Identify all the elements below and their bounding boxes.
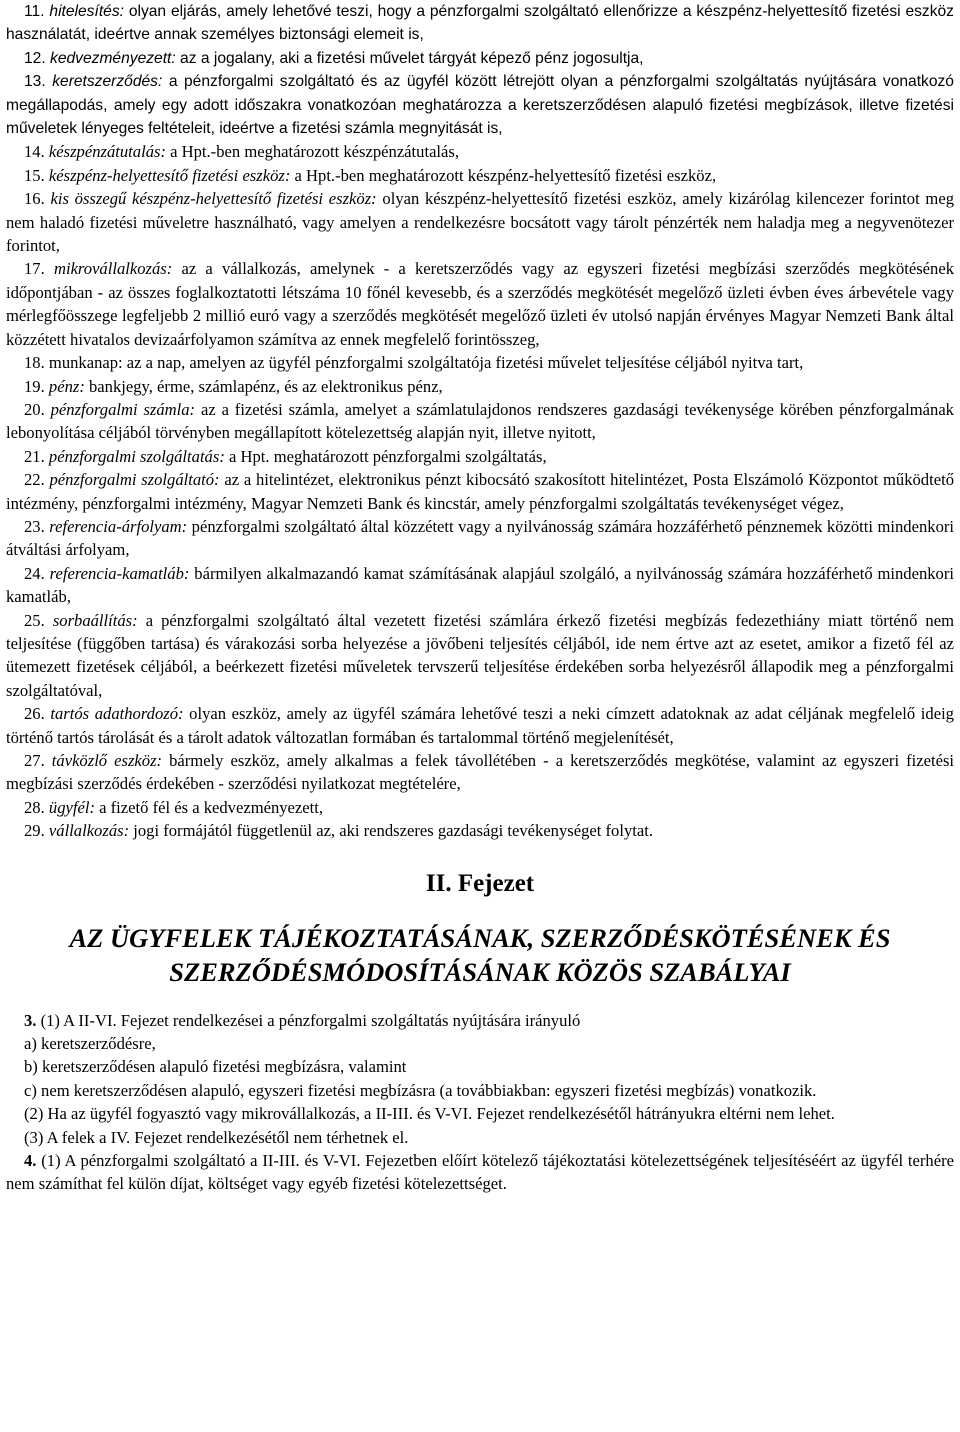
definition-text: bármilyen alkalmazandó kamat számításának alapjául szolgáló, a nyilvánosság számára hozzáférhető mindenkori kamatláb, xyxy=(6,563,954,607)
definition-number: 18. xyxy=(24,353,45,373)
definition-item xyxy=(6,164,954,187)
definition-number: 27. xyxy=(24,751,45,770)
section-paragraph xyxy=(6,1102,954,1125)
definition-term: pénz: xyxy=(48,376,85,396)
definition-term: referencia-kamatláb: xyxy=(49,563,190,583)
definition-item xyxy=(6,375,954,398)
definition-term: vállalkozás: xyxy=(48,821,130,841)
definition-item xyxy=(6,515,954,562)
definition-item xyxy=(6,445,954,468)
definition-term: pénzforgalmi szolgáltató: xyxy=(49,470,220,490)
chapter-label: II. Fejezet xyxy=(425,869,535,897)
section-text: (3) A felek a IV. Fejezet rendelkezésétől nem térhetnek el. xyxy=(24,1127,409,1147)
definition-item xyxy=(6,562,954,609)
definition-text: a Hpt.-ben meghatározott készpénzátutalás, xyxy=(165,142,460,162)
definition-term: mikrovállalkozás: xyxy=(53,259,173,279)
section-paragraph xyxy=(6,1149,954,1196)
definition-term: sorbaállítás: xyxy=(52,610,138,630)
definition-term: pénzforgalmi szolgáltatás: xyxy=(48,446,225,466)
definition-item xyxy=(6,819,954,842)
section-text: b) keretszerződésen alapuló fizetési megbízásra, valamint xyxy=(24,1057,407,1077)
definition-text: olyan készpénz-helyettesítő fizetési eszköz, amely kizárólag kilencezer forintot meg nem haladó fizetési műveletre használható, vagy amelyen a rendelkezésre bocsátott vagy tárolt pénzérték nem haladja meg a negyvenötezer forintot, xyxy=(6,189,954,256)
definition-number: 29. xyxy=(24,821,45,841)
definition-number: 11. xyxy=(24,3,45,20)
definition-text: az a jogalany, aki a fizetési művelet tárgyát képező pénz jogosultja, xyxy=(175,49,644,67)
chapter-title-line-1: AZ ÜGYFELEK TÁJÉKOZTATÁSÁNAK, SZERZŐDÉSKÖTÉSÉNEK ÉS xyxy=(69,922,891,953)
section-text: (1) A II-VI. Fejezet rendelkezései a pénzforgalmi szolgáltatás nyújtására irányuló xyxy=(36,1010,581,1030)
section-paragraph xyxy=(6,1032,954,1055)
definition-term: távközlő eszköz: xyxy=(51,751,163,770)
definition-item xyxy=(6,47,954,70)
definition-number: 26. xyxy=(24,704,45,724)
definition-text: a Hpt. meghatározott pénzforgalmi szolgáltatás, xyxy=(224,446,547,466)
definition-item xyxy=(6,796,954,819)
definition-text: bármely eszköz, amely alkalmas a felek távollétében - a keretszerződés megkötése, valamint az egyszeri fizetési megbízási szerződés érdekében - szerződési nyilatkozat megtételére, xyxy=(6,751,955,794)
definition-text: munkanap: az a nap, amelyen az ügyfél pénzforgalmi szolgáltatója fizetési művelet teljesítése céljából nyitva tart, xyxy=(48,353,804,373)
definition-term: referencia-árfolyam: xyxy=(49,516,188,536)
section-paragraph xyxy=(6,1009,954,1032)
definition-text: az a fizetési számla, amelyet a számlatulajdonos rendszeres gazdasági tevékenysége körében pénzforgalmának lebonyolítása céljából törvényben megállapított kötelezettség alapján nyit, illetve nyitott, xyxy=(6,399,954,443)
definition-number: 16. xyxy=(24,189,45,209)
definition-number: 13. xyxy=(24,73,46,91)
definition-term: kis összegű készpénz-helyettesítő fizetési eszköz: xyxy=(50,189,377,209)
definition-text: a pénzforgalmi szolgáltató és az ügyfél között létrejött olyan a pénzforgalmi szolgáltatás nyújtására vonatkozó megállapodás, amely egy adott időszakra vonatkozóan meghatározza a keretszerződésen alapuló fizetési megbízások, illetve fizetési műveletek lényeges feltételeit, ideértve a fizetési számla megnyitását is, xyxy=(6,73,954,138)
definition-number: 24. xyxy=(24,563,45,583)
definition-term: pénzforgalmi számla: xyxy=(50,399,196,419)
section-text: c) nem keretszerződésen alapuló, egyszeri fizetési megbízásra (a továbbiakban: egyszeri fizetési megbízás) vonatkozik. xyxy=(24,1080,817,1100)
definition-item xyxy=(6,468,954,515)
definition-item xyxy=(6,351,954,374)
definition-item xyxy=(6,609,954,703)
section-list xyxy=(6,1009,954,1196)
definition-item xyxy=(6,702,954,749)
definition-text: az a vállalkozás, amelynek - a keretszerződés vagy az egyszeri fizetési megbízási szerződés megkötésének időpontjában - az összes foglalkoztatotti létszáma 10 főnél kevesebb, és a szerződés megkötését megelőző üzleti évben éves árbevétele vagy mérlegfőösszege legfeljebb 2 millió euró vagy a szerződés megkötését megelőző üzleti év utolsó napján érvényes Magyar Nemzeti Bank által közzétett hivatalos devizaárfolyamon számítva az ennek megfelelő forintösszeg, xyxy=(6,259,954,349)
definition-text: olyan eljárás, amely lehetővé teszi, hogy a pénzforgalmi szolgáltató ellenőrizze a készpénz-helyettesítő fizetési eszköz használatát, ideértve annak személyes biztonsági elemeit is, xyxy=(6,3,954,44)
chapter-title-line-2: SZERZŐDÉSMÓDOSÍTÁSÁNAK KÖZÖS SZABÁLYAI xyxy=(169,956,791,987)
definition-text: a Hpt.-ben meghatározott készpénz-helyettesítő fizetési eszköz, xyxy=(290,165,717,185)
definition-term: kedvezményezett: xyxy=(50,49,176,67)
definition-number: 25. xyxy=(24,610,45,630)
definition-number: 17. xyxy=(24,259,45,279)
definition-number: 14. xyxy=(24,142,45,162)
section-number: 4. xyxy=(24,1151,37,1171)
section-paragraph xyxy=(6,1055,954,1078)
definition-term: ügyfél: xyxy=(48,797,95,817)
definition-item xyxy=(6,70,954,140)
definition-text: a fizető fél és a kedvezményezett, xyxy=(94,797,324,817)
section-text: (1) A pénzforgalmi szolgáltató a II-III. és V-VI. Fejezetben előírt kötelező tájékoztatási kötelezettségének teljesítéséért az ügyfél terhére nem számíthat fel külön díjat, költséget vagy egyéb fizetési kötelezettséget. xyxy=(6,1151,954,1194)
definition-item xyxy=(6,0,954,47)
definition-text: olyan eszköz, amely az ügyfél számára lehetővé teszi a neki címzett adatoknak az adat céljának megfelelő ideig történő tartós tárolását és a tárolt adatok változatlan formában és tartalommal történő megjelenítését, xyxy=(6,704,954,747)
definition-number: 23. xyxy=(24,516,45,536)
definition-item xyxy=(6,140,954,163)
definition-list xyxy=(6,0,954,843)
definition-term: tartós adathordozó: xyxy=(50,704,184,724)
definition-text: bankjegy, érme, számlapénz, és az elektronikus pénz, xyxy=(84,376,443,396)
definition-term: készpénzátutalás: xyxy=(48,142,166,162)
section-paragraph xyxy=(6,1079,954,1102)
definition-number: 21. xyxy=(24,446,45,466)
definition-item xyxy=(6,187,954,257)
section-number: 3. xyxy=(24,1010,37,1030)
definition-number: 12. xyxy=(24,49,46,67)
definition-text: az a hitelintézet, elektronikus pénzt kibocsátó szakosított hitelintézet, Posta Elszámoló Központot működtető intézmény, pénzforgalmi intézmény, Magyar Nemzeti Bank és kincstár, amely pénzforgalmi szolgáltatás tevékenységet végez, xyxy=(6,470,954,513)
definition-text: jogi formájától függetlenül az, aki rendszeres gazdasági tevékenységet folytat. xyxy=(129,821,653,841)
definition-term: hitelesítés: xyxy=(49,3,124,20)
definition-item xyxy=(6,257,954,351)
section-text: a) keretszerződésre, xyxy=(24,1034,156,1054)
definition-text: a pénzforgalmi szolgáltató által vezetett fizetési számlára érkező fizetési megbízás fedezethiány miatt történő nem teljesítése (függőben tartása) és várakozási sorba helyezése a jövőbeni teljesítés céljából, ide nem értve azt az esetet, amikor a fizető fél az ütemezett fizetések céljából, a beérkezett fizetési műveletek tervszerű teljesítése érdekében sorba helyezésről állapodik meg a pénzforgalmi szolgáltatóval, xyxy=(6,610,955,700)
definition-number: 20. xyxy=(24,399,45,419)
definition-item xyxy=(6,749,954,796)
section-text: (2) Ha az ügyfél fogyasztó vagy mikrovállalkozás, a II-III. és V-VI. Fejezet rendelkezésétől hátrányukra eltérni nem lehet. xyxy=(24,1104,835,1124)
definition-number: 28. xyxy=(24,797,45,817)
chapter-title xyxy=(6,921,954,989)
definition-number: 22. xyxy=(24,470,45,490)
definition-term: készpénz-helyettesítő fizetési eszköz: xyxy=(48,165,291,185)
definition-number: 19. xyxy=(24,376,45,396)
section-paragraph xyxy=(6,1126,954,1149)
definition-number: 15. xyxy=(24,165,45,185)
definition-term: keretszerződés: xyxy=(52,73,163,91)
definition-text: pénzforgalmi szolgáltató által közzétett vagy a nyilvánosság számára hozzáférhető pénznemek közötti mindenkori átváltási árfolyam, xyxy=(6,516,954,560)
definition-item xyxy=(6,398,954,445)
